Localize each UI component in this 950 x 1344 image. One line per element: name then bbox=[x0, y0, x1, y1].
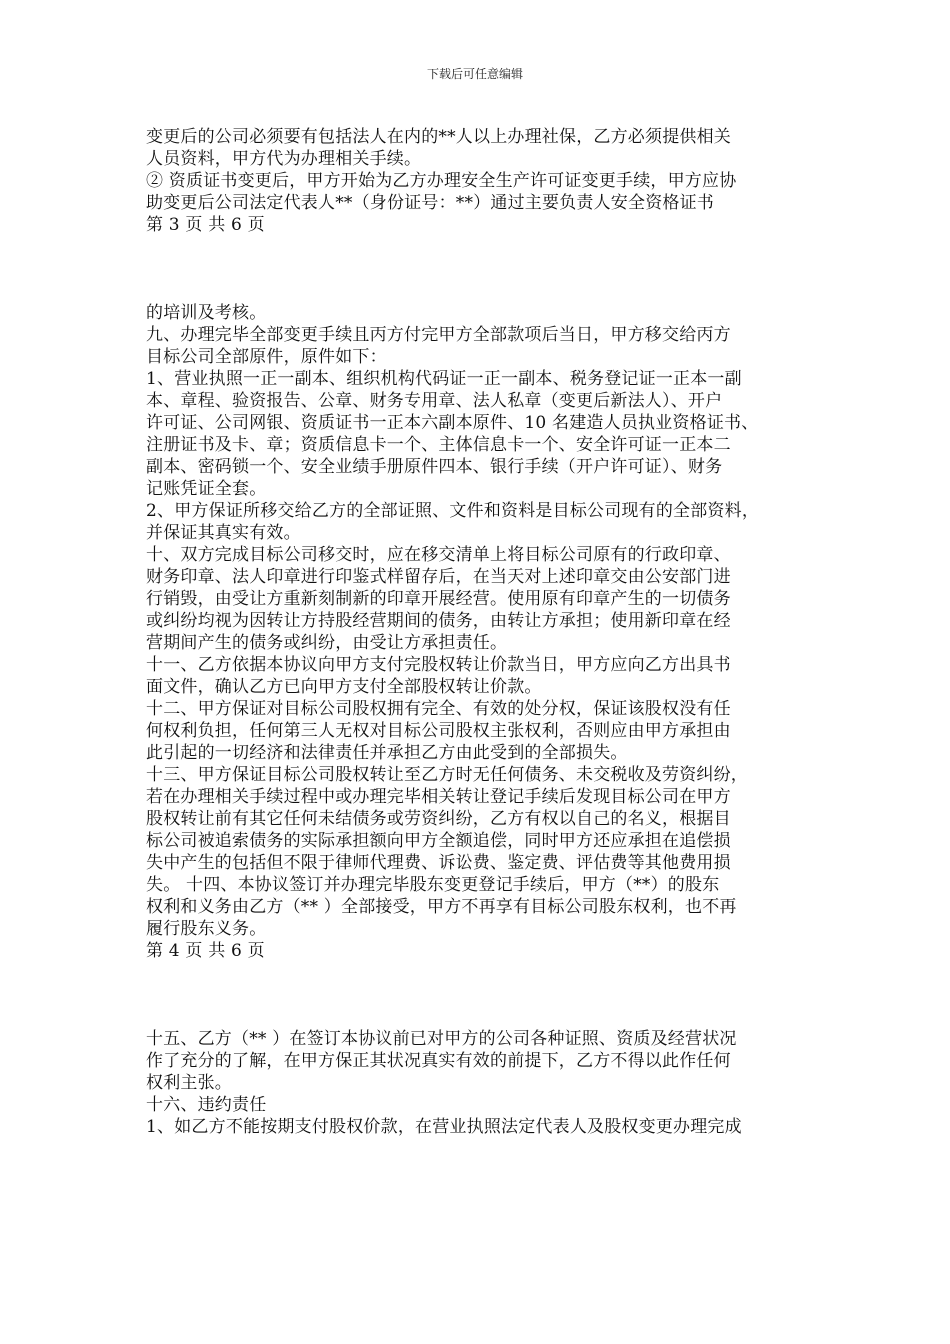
text-line: 注册证书及卡、章；资质信息卡一个、主体信息卡一个、安全许可证一正本二 bbox=[146, 435, 731, 455]
text-line: 或纠纷均视为因转让方持股经营期间的债务，由转让方承担；使用新印章在经 bbox=[146, 611, 731, 631]
text-line: 人员资料，甲方代为办理相关手续。 bbox=[146, 149, 422, 169]
text-line: 此引起的一切经济和法律责任并承担乙方由此受到的全部损失。 bbox=[146, 743, 628, 763]
text-line: 1、如乙方不能按期支付股权价款，在营业执照法定代表人及股权变更办理完成 bbox=[146, 1117, 742, 1137]
document-body bbox=[146, 126, 826, 1138]
text-line: 九、办理完毕全部变更手续且丙方付完甲方全部款项后当日，甲方移交给丙方 bbox=[146, 325, 731, 345]
text-line: 权利和义务由乙方（** ）全部接受，甲方不再享有目标公司股东权利，也不再 bbox=[146, 897, 737, 917]
text-line: 十、双方完成目标公司移交时，应在移交清单上将目标公司原有的行政印章、 bbox=[146, 545, 731, 565]
section-page-3-tail bbox=[146, 126, 826, 236]
page-break-gap bbox=[146, 962, 826, 1028]
text-line: 履行股东义务。 bbox=[146, 919, 267, 939]
text-line: 股权转让前有其它任何未结债务或劳资纠纷，乙方有权以自己的名义，根据目 bbox=[146, 809, 731, 829]
text-line: 副本、密码锁一个、安全业绩手册原件四本、银行手续（开户许可证）、财务 bbox=[146, 457, 723, 477]
text-line: 若在办理相关手续过程中或办理完毕相关转让登记手续后发现目标公司在甲方 bbox=[146, 787, 731, 807]
text-line: 面文件，确认乙方已向甲方支付全部股权转让价款。 bbox=[146, 677, 542, 697]
text-line: 目标公司全部原件，原件如下： bbox=[146, 347, 387, 367]
text-line: 2、甲方保证所移交给乙方的全部证照、文件和资料是目标公司现有的全部资料， bbox=[146, 501, 760, 521]
text-line: 十二、甲方保证对目标公司股权拥有完全、有效的处分权，保证该股权没有任 bbox=[146, 699, 731, 719]
section-page-4 bbox=[146, 302, 826, 962]
text-line: 作了充分的了解，在甲方保正其状况真实有效的前提下，乙方不得以此作任何 bbox=[146, 1051, 731, 1071]
text-line: 行销毁，由受让方重新刻制新的印章开展经营。使用原有印章产生的一切债务 bbox=[146, 589, 731, 609]
text-line: 失。 十四、本协议签订并办理完毕股东变更登记手续后，甲方（**）的股东 bbox=[146, 875, 720, 895]
text-line: 的培训及考核。 bbox=[146, 303, 267, 323]
text-line: 助变更后公司法定代表人**（身份证号：**）通过主要负责人安全资格证书 bbox=[146, 193, 714, 213]
text-line: 失中产生的包括但不限于律师代理费、诉讼费、鉴定费、评估费等其他费用损 bbox=[146, 853, 731, 873]
text-line: 1、营业执照一正一副本、组织机构代码证一正一副本、税务登记证一正本一副 bbox=[146, 369, 742, 389]
text-line: 标公司被追索债务的实际承担额向甲方全额追偿，同时甲方还应承担在追偿损 bbox=[146, 831, 731, 851]
page-number-label: 第 4 页 共 6 页 bbox=[146, 941, 265, 961]
text-line: 十六、违约责任 bbox=[146, 1095, 267, 1115]
text-line: 并保证其真实有效。 bbox=[146, 523, 301, 543]
text-line: 记账凭证全套。 bbox=[146, 479, 267, 499]
page-header-note: 下载后可任意编辑 bbox=[426, 67, 523, 81]
text-line: 十三、甲方保证目标公司股权转让至乙方时无任何债务、未交税收及劳资纠纷， bbox=[146, 765, 748, 785]
page-number-label: 第 3 页 共 6 页 bbox=[146, 215, 265, 235]
text-line: 权利主张。 bbox=[146, 1073, 232, 1093]
text-line: 变更后的公司必须要有包括法人在内的**人以上办理社保，乙方必须提供相关 bbox=[146, 127, 731, 147]
text-line: 何权利负担，任何第三人无权对目标公司股权主张权利，否则应由甲方承担由 bbox=[146, 721, 731, 741]
page-break-gap bbox=[146, 236, 826, 302]
text-line: ② 资质证书变更后，甲方开始为乙方办理安全生产许可证变更手续，甲方应协 bbox=[146, 171, 737, 191]
section-page-5-head bbox=[146, 1028, 826, 1138]
text-line: 十一、乙方依据本协议向甲方支付完股权转让价款当日，甲方应向乙方出具书 bbox=[146, 655, 731, 675]
text-line: 本、章程、验资报告、公章、财务专用章、法人私章（变更后新法人）、开户 bbox=[146, 391, 723, 411]
text-line: 许可证、公司网银、资质证书一正本六副本原件、10 名建造人员执业资格证书、 bbox=[146, 413, 759, 433]
text-line: 营期间产生的债务或纠纷，由受让方承担责任。 bbox=[146, 633, 508, 653]
text-line: 财务印章、法人印章进行印鉴式样留存后，在当天对上述印章交由公安部门进 bbox=[146, 567, 731, 587]
text-line: 十五、乙方（** ）在签订本协议前已对甲方的公司各种证照、资质及经营状况 bbox=[146, 1029, 737, 1049]
